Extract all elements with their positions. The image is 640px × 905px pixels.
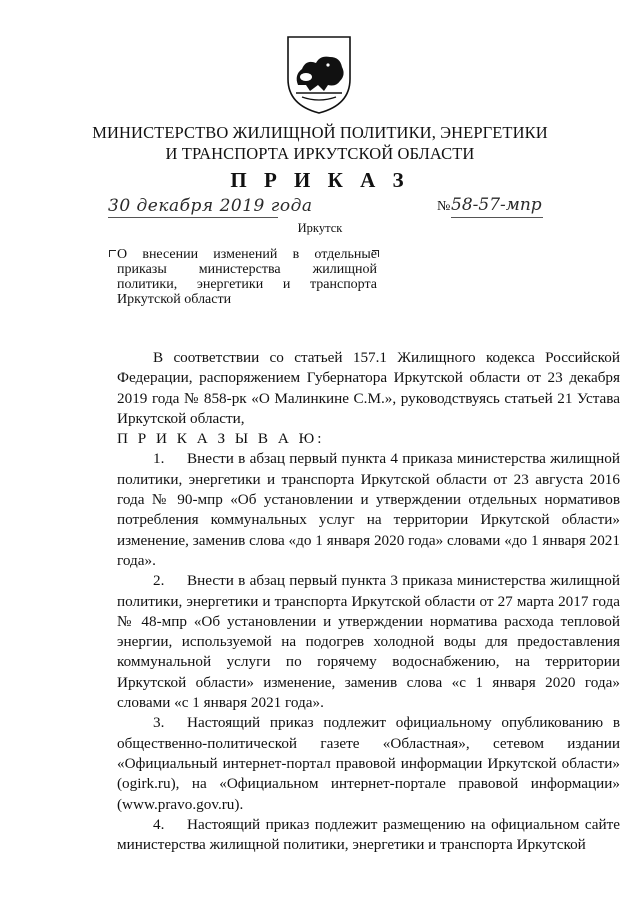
ministry-name-line-2: И ТРАНСПОРТА ИРКУТСКОЙ ОБЛАСТИ bbox=[165, 144, 475, 163]
order-item bbox=[117, 571, 620, 713]
handwritten-date: 30 декабря 2019 года bbox=[108, 196, 313, 216]
city-name: Иркутск bbox=[297, 221, 343, 235]
order-item bbox=[117, 449, 620, 571]
subject-line: политики, энергетики и транспорта bbox=[117, 277, 377, 292]
subject-line: Иркутской области bbox=[117, 292, 232, 307]
subject-line: О внесении изменений в отдельные bbox=[117, 247, 377, 262]
document-type-title: П Р И К А З bbox=[230, 168, 410, 192]
item-number: 2. bbox=[153, 572, 165, 590]
ministry-name-line-1: МИНИСТЕРСТВО ЖИЛИЩНОЙ ПОЛИТИКИ, ЭНЕРГЕТИКИ bbox=[92, 123, 548, 142]
date-underline bbox=[108, 217, 278, 218]
subject-line: приказы министерства жилищной bbox=[117, 262, 377, 277]
preamble-paragraph: В соответствии со статьей 157.1 Жилищного кодекса Российской Федерации, распоряжением Губернатора Иркутской области от 23 декабря 2019 года № 858-рк «О Малинкине С.М.», руководствуясь статьей 21 Устава Иркутской области, bbox=[117, 349, 620, 427]
item-text: Внести в абзац первый пункта 3 приказа министерства жилищной политики, энергетики и транспорта Иркутской области от 27 марта 2017 года № 48-мпр «Об установлении и утверждении норматива расхода тепловой энергии, используемой на подогрев холодной воды для предоставления коммунальной услуги по горячему водоснабжению, на территории Иркутской области» изменение, заменив слова «с 1 января 2020 года» словами «с 1 января 2021 года». bbox=[117, 572, 620, 712]
item-number: 3. bbox=[153, 714, 165, 732]
item-text: Настоящий приказ подлежит размещению на официальном сайте министерства жилищной политики, энергетики и транспорта Иркутской bbox=[117, 815, 620, 854]
order-item bbox=[117, 815, 620, 856]
item-text: Внести в абзац первый пункта 4 приказа министерства жилищной политики, энергетики и транспорта Иркутской области от 23 августа 2016 года № 90-мпр «Об установлении и утверждении отдельных нормативов потребления коммунальных услуг на территории Иркутской области» изменение, заменив слова «до 1 января 2020 года» словами «до 1 января 2021 года». bbox=[117, 450, 620, 569]
order-item bbox=[117, 713, 620, 814]
item-number: 1. bbox=[153, 450, 165, 468]
item-text: Настоящий приказ подлежит официальному опубликованию в общественно-политической газете «Областная», сетевом издании «Официальный интернет-портал правовой информации Иркутской области» (ogirk.ru), на «Официальном интернет-портале правовой информации» (www.pravo.gov.ru). bbox=[117, 714, 620, 813]
order-subject bbox=[117, 247, 377, 307]
number-underline bbox=[451, 217, 543, 218]
order-word: П Р И К А З Ы В А Ю: bbox=[117, 430, 325, 448]
handwritten-order-number: 58-57-мпр bbox=[451, 195, 542, 215]
order-body bbox=[117, 348, 620, 855]
item-number: 4. bbox=[153, 815, 165, 833]
subject-bracket-left bbox=[109, 250, 116, 257]
irkutsk-coat-of-arms-icon bbox=[284, 33, 354, 115]
number-label: № bbox=[437, 199, 451, 214]
